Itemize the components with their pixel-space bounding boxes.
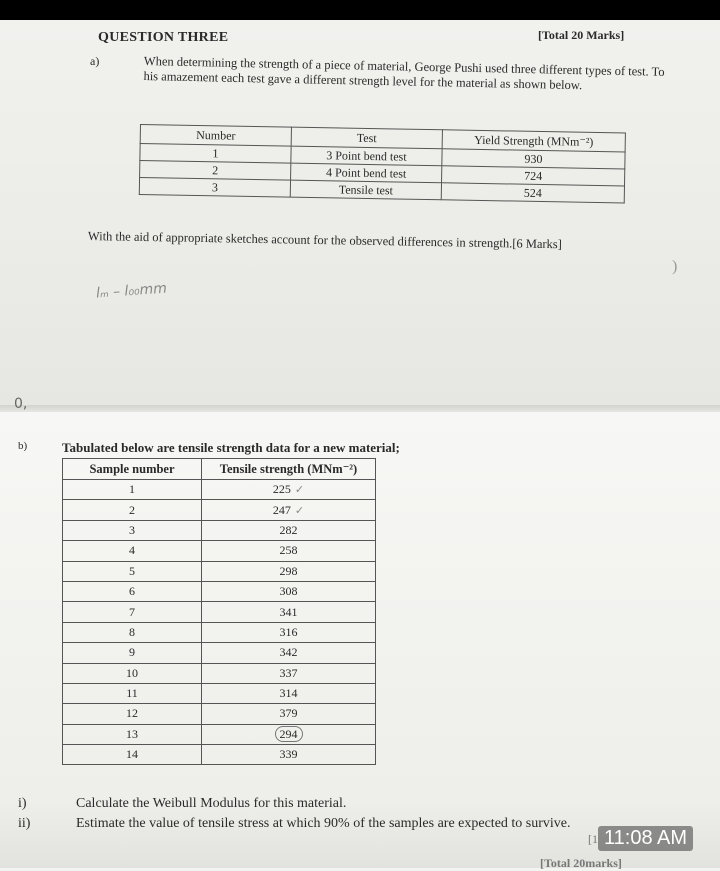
table-row bbox=[63, 500, 376, 520]
cell-tensile: 314 bbox=[202, 683, 376, 703]
cell-tensile: 282 bbox=[202, 520, 376, 540]
strength-table bbox=[139, 124, 626, 203]
question-ii-label: ii) bbox=[18, 816, 31, 831]
bottom-total-marks: [Total 20marks] bbox=[540, 856, 622, 870]
header-sample-number: Sample number bbox=[63, 459, 202, 480]
cell-tensile bbox=[202, 480, 376, 500]
table-row bbox=[63, 561, 376, 581]
cell-sample: 14 bbox=[63, 745, 202, 765]
table-row bbox=[63, 480, 376, 500]
tensile-table bbox=[62, 458, 376, 765]
check-icon: ✓ bbox=[294, 504, 305, 517]
handwritten-mark: 0, bbox=[14, 396, 28, 412]
top-black-bar bbox=[0, 0, 720, 20]
cell-strength: 724 bbox=[442, 166, 625, 186]
part-b-text: Tabulated below are tensile strength data for a new material; bbox=[62, 440, 400, 455]
table-row bbox=[63, 663, 376, 683]
cell-tensile: 339 bbox=[202, 745, 376, 765]
cell-tensile: 379 bbox=[202, 704, 376, 724]
cell-sample: 4 bbox=[63, 541, 202, 561]
cell-sample: 2 bbox=[63, 500, 202, 520]
question-i-label: i) bbox=[18, 796, 27, 811]
cell-sample: 12 bbox=[63, 704, 202, 724]
clock-overlay: 11:08 AM bbox=[598, 826, 693, 851]
question-i-text: Calculate the Weibull Modulus for this material. bbox=[76, 796, 347, 811]
cell-tensile: 298 bbox=[202, 561, 376, 581]
header-number: Number bbox=[140, 125, 291, 147]
cell-sample: 11 bbox=[63, 683, 202, 703]
cell-tensile: 308 bbox=[202, 581, 376, 601]
cell-strength: 930 bbox=[442, 149, 625, 169]
circled-value: 294 bbox=[275, 726, 303, 742]
cell-sample: 5 bbox=[63, 561, 202, 581]
header-tensile-strength: Tensile strength (MNm⁻²) bbox=[202, 459, 376, 480]
cell-sample: 6 bbox=[63, 581, 202, 601]
table-row bbox=[63, 622, 376, 642]
cell-strength: 524 bbox=[441, 183, 624, 203]
table-row bbox=[63, 745, 376, 765]
cell-sample: 9 bbox=[63, 643, 202, 663]
check-icon: ✓ bbox=[294, 484, 305, 497]
cell-test: 3 Point bend test bbox=[291, 146, 442, 166]
cell-test: Tensile test bbox=[290, 180, 441, 200]
cell-sample: 8 bbox=[63, 622, 202, 642]
table-header-row bbox=[63, 459, 376, 480]
question-ii-text: Estimate the value of tensile stress at which 90% of the samples are expected to survive. bbox=[76, 816, 571, 831]
table-row bbox=[63, 541, 376, 561]
table-row bbox=[63, 704, 376, 724]
cell-number: 2 bbox=[140, 161, 291, 181]
table-row bbox=[63, 602, 376, 622]
table-row bbox=[63, 643, 376, 663]
part-b-label: b) bbox=[18, 440, 28, 452]
header-test: Test bbox=[291, 127, 442, 149]
cell-sample: 10 bbox=[63, 663, 202, 683]
cell-tensile: 341 bbox=[202, 602, 376, 622]
cell-tensile bbox=[202, 724, 376, 744]
tensile-value: 225 bbox=[272, 482, 291, 497]
cell-tensile: 337 bbox=[202, 663, 376, 683]
cell-test: 4 Point bend test bbox=[291, 163, 442, 183]
cell-sample: 13 bbox=[63, 724, 202, 744]
cell-tensile: 258 bbox=[202, 541, 376, 561]
header-yield-strength: Yield Strength (MNm⁻²) bbox=[442, 130, 625, 152]
cell-tensile bbox=[202, 500, 376, 520]
table-row bbox=[63, 724, 376, 744]
handwritten-note: lₘ – l₀₀mm bbox=[95, 280, 168, 302]
cell-number: 1 bbox=[140, 144, 291, 164]
part-a-instruction: With the aid of appropriate sketches account for the observed differences in strength.[6 Marks] bbox=[87, 229, 563, 252]
total-marks: [Total 20 Marks] bbox=[538, 28, 625, 42]
table-row bbox=[63, 520, 376, 540]
table-row bbox=[63, 581, 376, 601]
cell-sample: 3 bbox=[63, 520, 202, 540]
tensile-value: 247 bbox=[272, 502, 291, 517]
cell-tensile: 316 bbox=[202, 622, 376, 642]
table-row bbox=[63, 683, 376, 703]
cell-sample: 7 bbox=[63, 602, 202, 622]
cell-number: 3 bbox=[139, 178, 290, 198]
part-a-text: When determining the strength of a piece of material, George Pushi used three different types of test. To his amazement each test gave a different strength level for the material as shown below. bbox=[143, 54, 665, 93]
partial-mark: [1 bbox=[588, 832, 598, 846]
part-a-label: a) bbox=[90, 54, 100, 68]
cell-sample: 1 bbox=[63, 480, 202, 500]
question-title: QUESTION THREE bbox=[98, 30, 229, 45]
handwritten-bracket: ) bbox=[672, 258, 678, 275]
cell-tensile: 342 bbox=[202, 643, 376, 663]
